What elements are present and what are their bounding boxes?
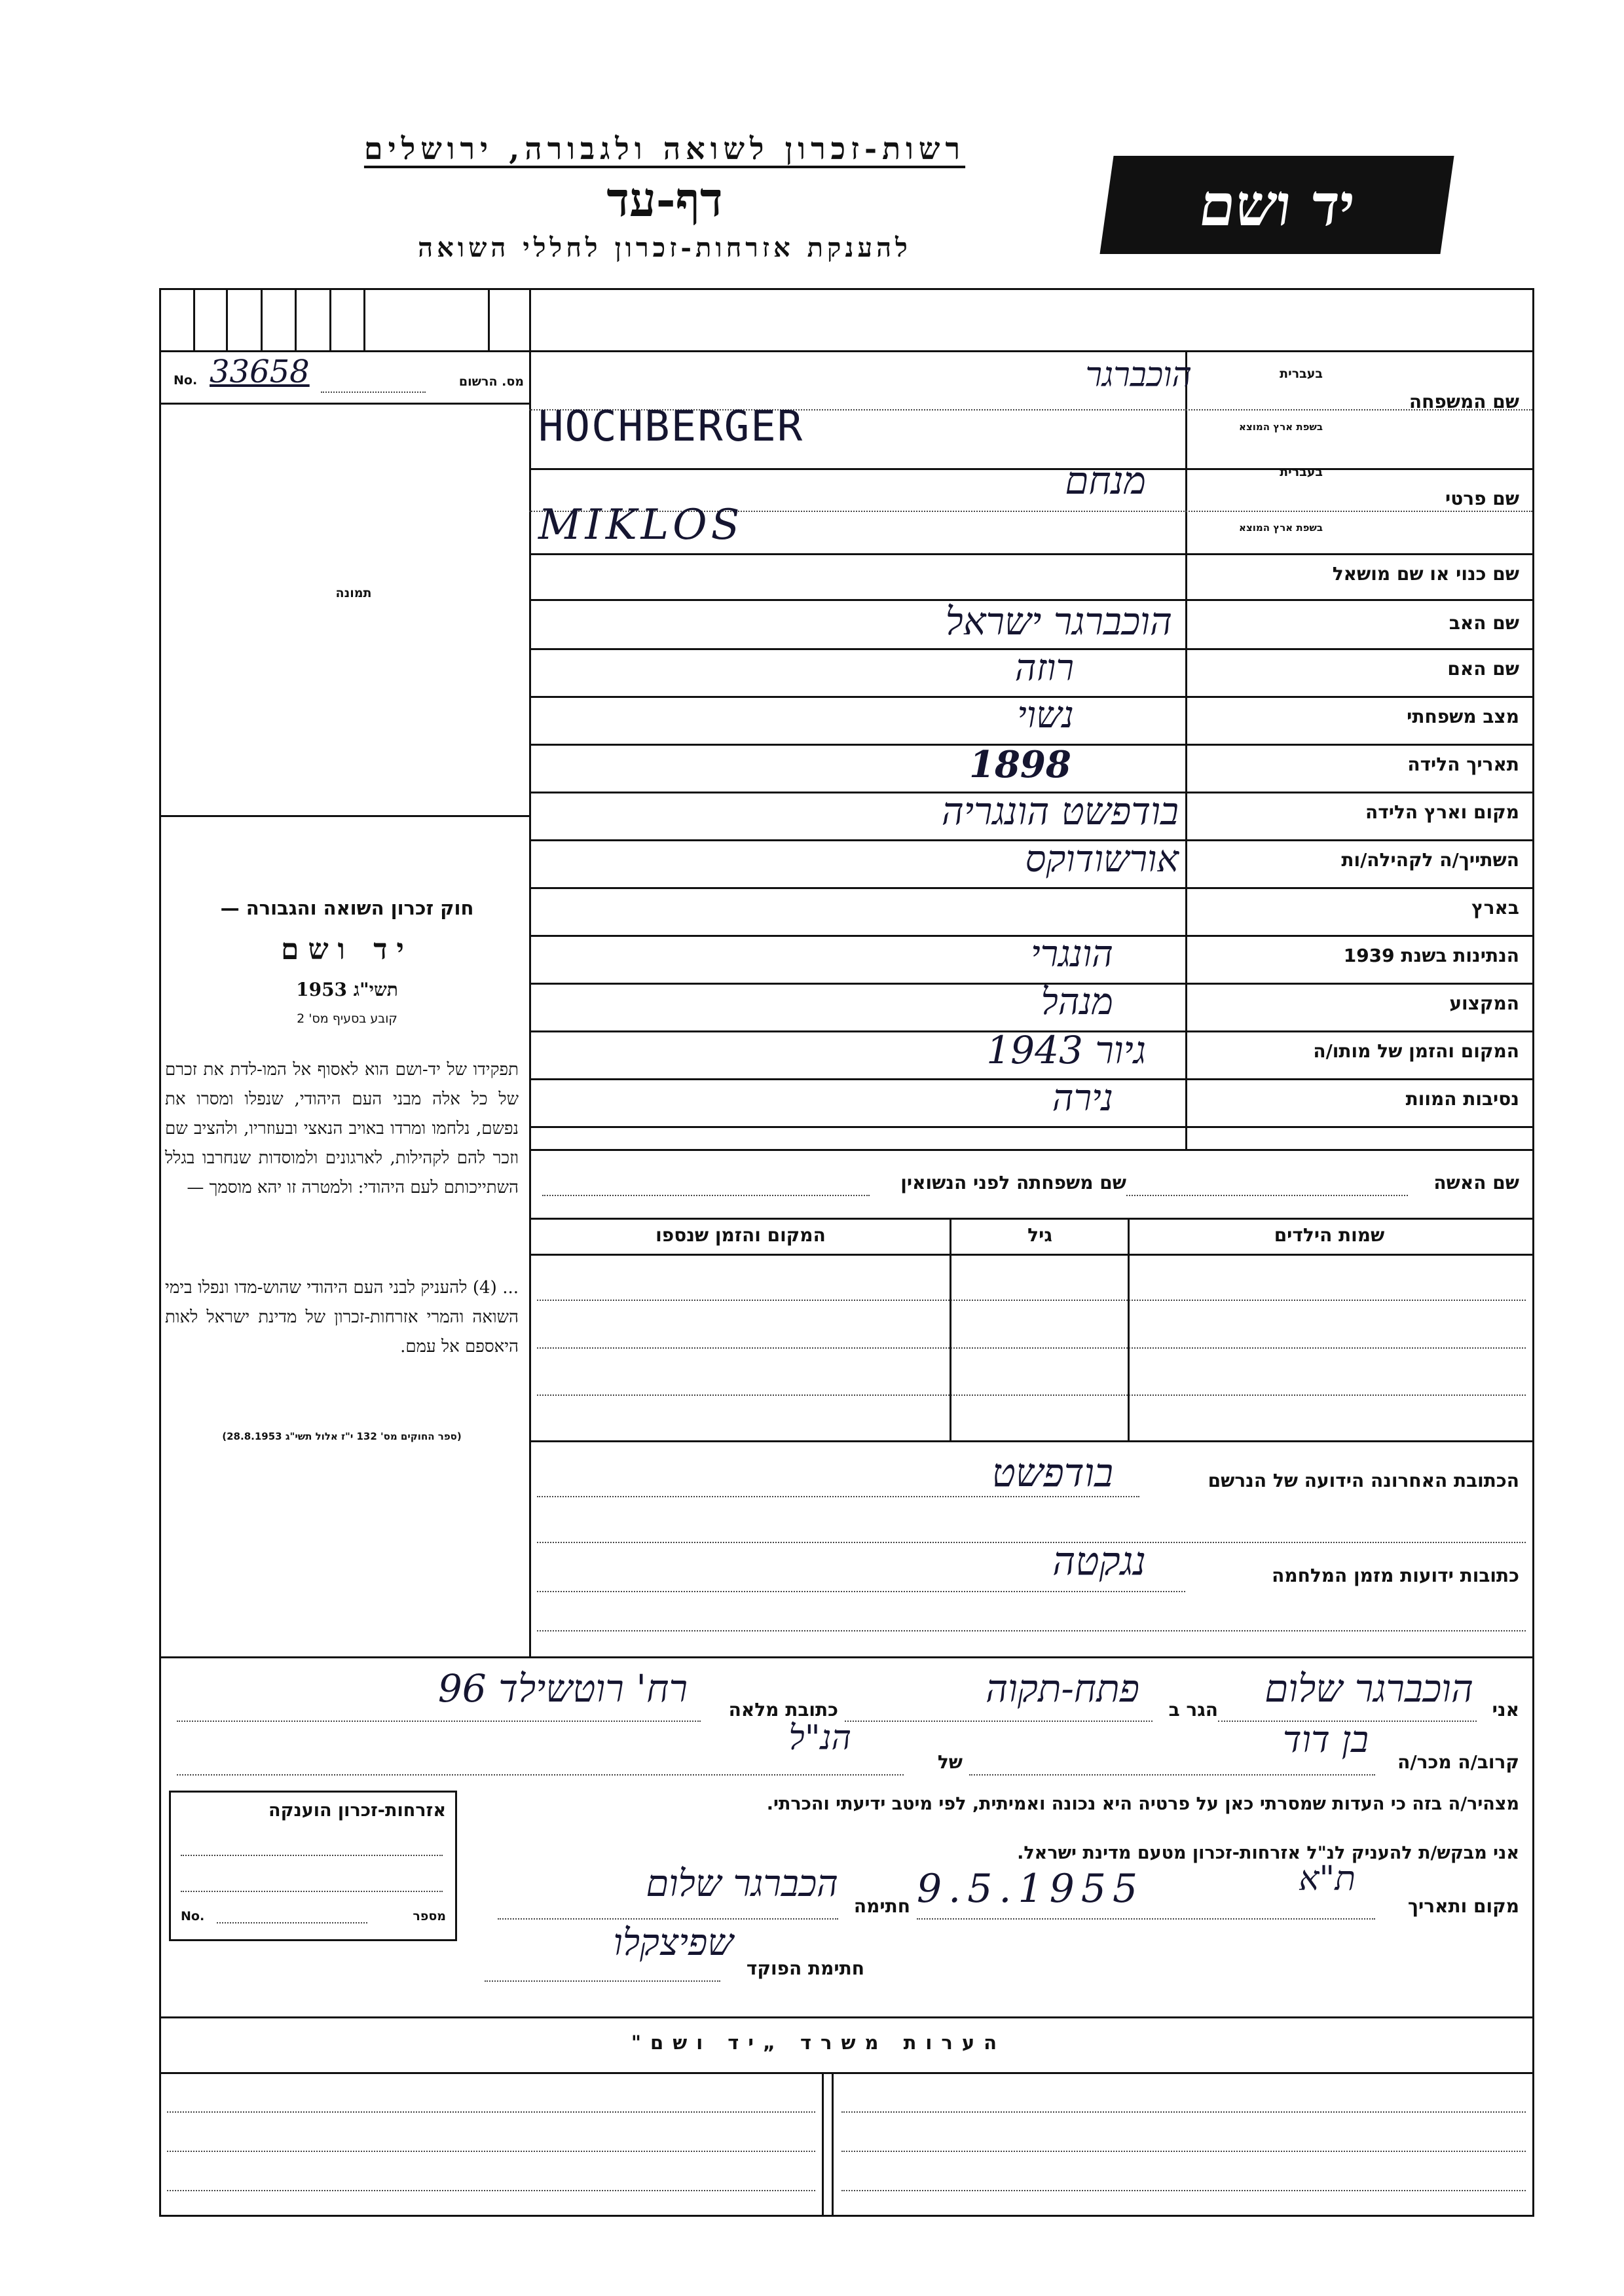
war-address-value: נגקטה (1052, 1539, 1146, 1584)
father-label: שם האב (1449, 612, 1519, 634)
authority-title: רשות-זכרון לשואה ולגבורה, ירושלים (363, 131, 966, 166)
firstname-native-lang: בשפת ארץ המוצא (1239, 522, 1323, 534)
declarant-full-address-label: כתובת מלאה (728, 1699, 838, 1721)
death-place-time-value: גיור 1943 (986, 1028, 1146, 1072)
declaration-line-2: אני מבקש/ת להעניק לנ"ל אזרחות-זכרון מטעם מדינת ישראל. (1017, 1843, 1519, 1863)
profession-label: המקצוע (1449, 993, 1519, 1014)
declarant-i-label: אני (1492, 1699, 1519, 1721)
signature-label: חתימה (853, 1895, 910, 1917)
mother-label: שם האם (1447, 658, 1519, 680)
surname-label: שם המשפחה (1409, 391, 1519, 412)
children-age-header: גיל (1027, 1224, 1052, 1246)
children-place-header: המקום והזמן שנספו (655, 1224, 826, 1246)
yad-vashem-logo: יד ושם (1099, 156, 1454, 254)
surname-hebrew-lang: בעברית (1280, 367, 1323, 381)
office-notes-title: הערות משרד „יד ושם" (631, 2032, 1006, 2054)
citizenship-1939-value: הונגרי (1030, 933, 1113, 975)
profession-value: מנהל (1041, 981, 1113, 1023)
registration-label: מס. הרשום (458, 374, 524, 389)
citizenship-granted-title: אזרחות-זכרון הוענקה (268, 1800, 446, 1821)
firstname-label: שם פרטי (1445, 488, 1519, 509)
firstname-native-value: MIKLOS (538, 501, 744, 549)
registration-no-prefix: No. (174, 373, 198, 388)
signature-value: הכברגר שלום (646, 1863, 838, 1905)
dob-label: תאריך הלידה (1407, 754, 1519, 775)
place-date-label: מקום ותאריך (1407, 1895, 1519, 1917)
surname-native-lang: בשפת ארץ המוצא (1239, 421, 1323, 433)
law-name: יד ושם (281, 933, 413, 966)
last-address-value: בודפשט (991, 1450, 1113, 1496)
photo-label: תמונה (335, 586, 372, 600)
declarant-name-value: הוכברגר שלום (1264, 1666, 1473, 1711)
date-value: 9.5.1955 (917, 1866, 1145, 1912)
death-circumstances-value: נירה (1052, 1077, 1113, 1120)
law-section: קובע בסעיף מס' 2 (297, 1011, 397, 1026)
community-value: אורשודוקס (1025, 838, 1179, 881)
children-names-header: שמות הילדים (1274, 1224, 1385, 1246)
law-paragraph-1: תפקידו של יד-ושם הוא לאסוף אל המו-לדת את זכרם של כל אלה מבני העם היהודי, שנפלו ומסרו את נפשם, נלחמו ומרדו באויב הנאצי ובעוזריו, ולהציב שם וזכר להם לקהילות, לארגונים ולמוסדות שנחרבו בגלל השתייכותם לעם היהודי: ולמטרה זו יהא מוסמך — (165, 1060, 519, 1197)
declaration-line-1: מצהיר/ה בזה כי העדות שמסרתי כאן על פרטיה היא נכונה ואמיתית, לפי מיטב ידיעתי והכרתי. (766, 1794, 1519, 1814)
last-address-label: הכתובת האחרונה הידועה של הנרשם (1208, 1470, 1519, 1491)
law-title: חוק זכרון השואה והגבורה — (220, 897, 474, 919)
marital-status-label: מצב משפחתי (1407, 706, 1519, 727)
relation-label: קרוב/ה מכר/ה (1397, 1751, 1519, 1773)
pob-label: מקום וארץ הלידה (1365, 801, 1519, 823)
firstname-hebrew-value: מנחם (1065, 458, 1146, 503)
marital-status-value: נשוי (1017, 694, 1074, 737)
relation-value: בן דוד (1282, 1719, 1369, 1761)
place-value: ת"א (1299, 1859, 1356, 1899)
war-address-label: כתובות ידועות מזמן המלחמה (1272, 1565, 1519, 1586)
officer-signature-label: חתימת הפוקד (746, 1958, 864, 1979)
nickname-label: שם כנוי או שם מושאל (1332, 563, 1519, 585)
surname-native-value: HOCHBERGER (538, 403, 804, 451)
surname-hebrew-value: הוכברגר (1085, 355, 1192, 395)
officer-signature-value: שפיצקלו (613, 1922, 733, 1964)
maiden-name-label: שם משפחתה לפני הנשואין (900, 1172, 1126, 1194)
wife-name-label: שם האשה (1433, 1172, 1519, 1194)
declarant-address-value: רח' רוטשילד 96 (437, 1666, 688, 1711)
law-year: תשי"ג 1953 (296, 979, 398, 1000)
citizenship-no-prefix: No. (181, 1909, 205, 1923)
of-label: של (937, 1751, 963, 1773)
dob-value: 1898 (969, 743, 1071, 786)
registration-number: 33658 (210, 354, 310, 390)
father-value: הוכברגר ישראל (945, 599, 1172, 644)
country-label: בארץ (1471, 897, 1519, 919)
community-label: השתייך/ה לקהילה/ות (1341, 849, 1519, 871)
mother-value: רוזה (1014, 647, 1074, 689)
form-title: דף-עד (606, 172, 723, 227)
pob-value: בודפשט הונגריה (941, 789, 1179, 833)
death-circumstances-label: נסיבות המוות (1405, 1088, 1519, 1110)
law-citation: (ספר החוקים מס' 132 י"ז אלול תשי"ג 28.8.1953) (222, 1430, 462, 1442)
death-place-time-label: המקום והזמן של מותו/ה (1313, 1040, 1519, 1062)
declarant-resides-label: הגר ב (1168, 1699, 1218, 1721)
firstname-hebrew-lang: בעברית (1280, 465, 1323, 479)
citizenship-number-label: מספר (413, 1909, 446, 1923)
law-paragraph-2: ... (4) להעניק לבני העם היהודי שהוש-מדו ונפלו בימי השואה והמרי אזרחות-זכרון של מדינת ישראל לאות היאספם אל עמם. (165, 1278, 519, 1357)
of-value: הנ"ל (788, 1719, 851, 1758)
citizenship-1939-label: הנתינות בשנת 1939 (1343, 945, 1519, 966)
declarant-city-value: פתח-תקוה (986, 1666, 1139, 1711)
form-subtitle: להענקת אזרחות-זכרון לחללי השואה (418, 232, 912, 263)
citizenship-granted-box (169, 1791, 457, 1941)
